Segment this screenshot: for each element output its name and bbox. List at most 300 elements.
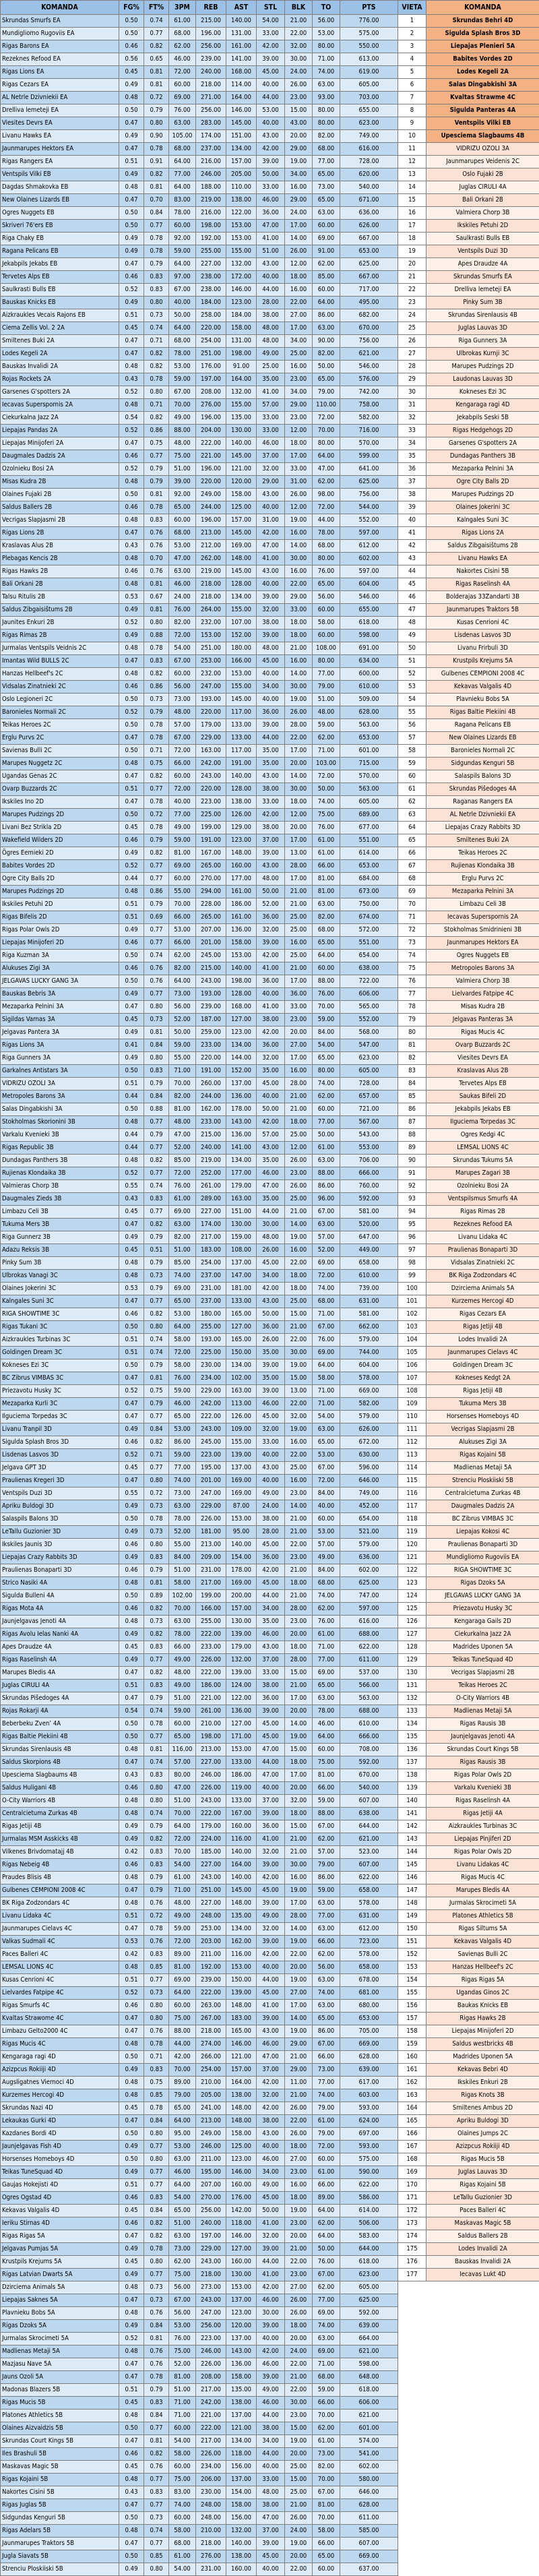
stat-cell[interactable]: 49.00 (169, 1680, 196, 1692)
stat-cell[interactable]: 67.00 (313, 1321, 340, 1334)
ranking-team-cell[interactable]: Hanzas Hellbeef's 2C (426, 1961, 539, 1974)
stat-cell[interactable]: 64.00 (313, 1359, 340, 1372)
stat-cell[interactable]: 60.00 (169, 668, 196, 681)
place-cell[interactable]: 42 (398, 540, 426, 553)
stat-cell[interactable]: 137.00 (226, 1257, 257, 1270)
ranking-team-cell[interactable]: Rigas Kojaini 5B (426, 2179, 539, 2192)
stat-cell[interactable]: 0.48 (119, 578, 144, 591)
stat-cell[interactable]: 146.00 (226, 2230, 257, 2243)
stat-cell[interactable]: 0.42 (119, 1949, 144, 1961)
place-cell[interactable]: 120 (398, 1539, 426, 1552)
stat-cell[interactable]: 34.00 (257, 1603, 285, 1616)
ranking-team-cell[interactable]: LEMSAL LIONS 4C (426, 1142, 539, 1155)
stat-cell[interactable]: 191.00 (196, 1065, 226, 1078)
stat-cell[interactable]: 39.00 (257, 719, 285, 732)
stat-cell[interactable]: 211.00 (196, 1949, 226, 1961)
stat-cell[interactable]: 124.00 (226, 1680, 257, 1692)
stat-cell[interactable]: 75.00 (169, 2474, 196, 2486)
stat-cell[interactable]: 18.00 (285, 2192, 313, 2205)
stat-cell[interactable]: 592.00 (340, 1756, 398, 1769)
stat-cell[interactable]: 294.00 (196, 886, 226, 898)
team-name-cell[interactable]: Ogre City Balls 2D (1, 873, 119, 886)
stat-cell[interactable]: 16.00 (285, 565, 313, 578)
stat-cell[interactable]: 44.00 (169, 2038, 196, 2051)
ranking-team-cell[interactable]: Liepajas Crazy Rabbits 3D (426, 822, 539, 834)
stat-cell[interactable]: 262.00 (196, 553, 226, 565)
stat-cell[interactable]: 198.00 (196, 1731, 226, 1744)
stat-cell[interactable]: 0.77 (144, 2499, 169, 2512)
stat-cell[interactable]: 28.00 (285, 1078, 313, 1091)
stat-cell[interactable]: 270.00 (196, 873, 226, 886)
stat-cell[interactable]: 32.00 (257, 1923, 285, 1936)
stat-cell[interactable]: 30.00 (285, 1859, 313, 1872)
stat-cell[interactable]: 19.00 (285, 694, 313, 706)
stat-cell[interactable]: 60.00 (169, 2000, 196, 2013)
stat-cell[interactable]: 0.50 (119, 719, 144, 732)
stat-cell[interactable]: 46.00 (257, 2153, 285, 2166)
stat-cell[interactable]: 0.46 (119, 501, 144, 514)
stat-cell[interactable]: 79.00 (313, 1859, 340, 1872)
stat-cell[interactable]: 0.51 (119, 1974, 144, 1987)
stat-cell[interactable]: 63.00 (313, 1923, 340, 1936)
stat-cell[interactable]: 0.50 (119, 975, 144, 988)
stat-cell[interactable]: 0.77 (144, 1167, 169, 1180)
team-name-cell[interactable]: Dundagas Panthers 3B (1, 1155, 119, 1167)
stat-cell[interactable]: 57.00 (257, 399, 285, 412)
stat-cell[interactable]: 47.00 (169, 1129, 196, 1142)
place-cell[interactable]: 95 (398, 1219, 426, 1231)
stat-cell[interactable]: 0.47 (119, 2371, 144, 2384)
ranking-team-cell[interactable]: Strenciu Ploskiiski 5B (426, 1475, 539, 1488)
stat-cell[interactable]: 253.00 (196, 1923, 226, 1936)
stat-cell[interactable]: 130.00 (226, 425, 257, 437)
stat-cell[interactable]: 16.00 (285, 1475, 313, 1488)
stat-cell[interactable]: 73.00 (169, 988, 196, 1001)
stat-cell[interactable]: 239.00 (196, 53, 226, 66)
place-cell[interactable]: 56 (398, 719, 426, 732)
stat-cell[interactable]: 14.00 (285, 668, 313, 681)
stat-cell[interactable]: 91.00 (226, 361, 257, 373)
stat-cell[interactable]: 210.00 (196, 1718, 226, 1731)
header-pts[interactable]: PTS (340, 1, 398, 15)
stat-cell[interactable]: 0.85 (144, 1961, 169, 1974)
stat-cell[interactable]: 21.00 (285, 1564, 313, 1577)
stat-cell[interactable]: 63.00 (169, 1500, 196, 1513)
stat-cell[interactable]: 82.00 (169, 1231, 196, 1244)
place-cell[interactable]: 170 (398, 2179, 426, 2192)
stat-cell[interactable]: 39.00 (257, 1936, 285, 1949)
stat-cell[interactable]: 0.88 (144, 630, 169, 642)
stat-cell[interactable]: 66.00 (313, 2179, 340, 2192)
place-cell[interactable]: 59 (398, 758, 426, 770)
place-cell[interactable]: 13 (398, 168, 426, 181)
stat-cell[interactable]: 68.00 (313, 2371, 340, 2384)
stat-cell[interactable]: 60.00 (313, 220, 340, 233)
ranking-team-cell[interactable]: Maskavas Magic 5B (426, 2217, 539, 2230)
stat-cell[interactable]: 38.00 (257, 1014, 285, 1026)
stat-cell[interactable]: 607.00 (340, 1795, 398, 1808)
team-name-cell[interactable]: Jurmalas Skrocimeti 5A (1, 2333, 119, 2345)
stat-cell[interactable]: 0.84 (144, 2115, 169, 2128)
stat-cell[interactable]: 72.00 (169, 630, 196, 642)
stat-cell[interactable]: 597.00 (340, 565, 398, 578)
ranking-team-cell[interactable]: Juglas CIRULI 4A (426, 181, 539, 194)
ranking-team-cell[interactable]: Rujienas Klondaika 3B (426, 860, 539, 873)
stat-cell[interactable]: 551.00 (340, 834, 398, 847)
stat-cell[interactable]: 57.00 (257, 1129, 285, 1142)
ranking-team-cell[interactable]: Dzirciema Animals 5A (426, 1283, 539, 1295)
team-name-cell[interactable]: Saldus Ballers 2B (1, 501, 119, 514)
team-name-cell[interactable]: Praudes Blisis 4B (1, 1872, 119, 1884)
stat-cell[interactable]: 14.00 (285, 770, 313, 783)
stat-cell[interactable]: 605.00 (340, 1065, 398, 1078)
stat-cell[interactable]: 54.00 (169, 2435, 196, 2448)
team-name-cell[interactable]: Horsenses Homeboys 4D (1, 2153, 119, 2166)
place-cell[interactable]: 110 (398, 1411, 426, 1423)
stat-cell[interactable]: 32.00 (257, 2089, 285, 2102)
stat-cell[interactable]: 35.00 (257, 1193, 285, 1206)
ranking-team-cell[interactable]: Ozolnieku Bosi 2A (426, 1180, 539, 1193)
team-name-cell[interactable]: Vecrigas Slapjasmi 2B (1, 514, 119, 527)
stat-cell[interactable]: 222.00 (196, 1808, 226, 1820)
stat-cell[interactable]: 604.00 (340, 578, 398, 591)
stat-cell[interactable]: 219.00 (196, 565, 226, 578)
ranking-team-cell[interactable]: Apriku Buldogi 3D (426, 2115, 539, 2128)
stat-cell[interactable]: 51.00 (169, 2217, 196, 2230)
stat-cell[interactable]: 35.00 (257, 1347, 285, 1359)
stat-cell[interactable]: 0.48 (119, 1155, 144, 1167)
stat-cell[interactable]: 0.49 (119, 1552, 144, 1564)
stat-cell[interactable]: 58.00 (313, 2525, 340, 2538)
stat-cell[interactable]: 67.00 (169, 2294, 196, 2307)
stat-cell[interactable]: 540.00 (340, 1782, 398, 1795)
place-cell[interactable]: 158 (398, 2025, 426, 2038)
ranking-team-cell[interactable]: Sigulda Panteras 4A (426, 104, 539, 117)
ranking-team-cell[interactable]: Vidsalas Zinatnieki 2C (426, 1257, 539, 1270)
stat-cell[interactable]: 84.00 (169, 1552, 196, 1564)
stat-cell[interactable]: 226.00 (196, 1513, 226, 1526)
ranking-team-cell[interactable]: Ikskiles Petuhi 2D (426, 220, 539, 233)
place-cell[interactable]: 147 (398, 1884, 426, 1897)
stat-cell[interactable]: 72.00 (313, 501, 340, 514)
ranking-team-cell[interactable]: Juglas Lauvas 3D (426, 322, 539, 335)
ranking-team-cell[interactable]: Teikas Heroes 2C (426, 1680, 539, 1692)
stat-cell[interactable]: 166.00 (196, 1603, 226, 1616)
stat-cell[interactable]: 79.00 (313, 2102, 340, 2115)
team-name-cell[interactable]: Rigas Mucis 4C (1, 2038, 119, 2051)
stat-cell[interactable]: 125.00 (226, 2141, 257, 2153)
stat-cell[interactable]: 219.00 (196, 194, 226, 207)
stat-cell[interactable]: 0.71 (144, 745, 169, 758)
stat-cell[interactable]: 139.00 (226, 1628, 257, 1641)
team-name-cell[interactable]: Viesites Devrs EA (1, 117, 119, 130)
stat-cell[interactable]: 49.00 (257, 2179, 285, 2192)
stat-cell[interactable]: 163.00 (226, 1193, 257, 1206)
stat-cell[interactable]: 42.00 (257, 1116, 285, 1129)
stat-cell[interactable]: 60.00 (169, 220, 196, 233)
ranking-team-cell[interactable]: Teikas Heroes 2C (426, 847, 539, 860)
stat-cell[interactable]: 0.80 (144, 386, 169, 399)
team-name-cell[interactable]: Alukuses Zigi 3A (1, 962, 119, 975)
stat-cell[interactable]: 66.00 (313, 2051, 340, 2064)
place-cell[interactable]: 49 (398, 630, 426, 642)
stat-cell[interactable]: 21.00 (285, 2371, 313, 2384)
team-name-cell[interactable]: Kengaraga ragi 4D (1, 2051, 119, 2064)
stat-cell[interactable]: 0.46 (119, 40, 144, 53)
stat-cell[interactable]: 229.00 (196, 1500, 226, 1513)
stat-cell[interactable]: 0.82 (144, 2217, 169, 2230)
stat-cell[interactable]: 138.00 (226, 2089, 257, 2102)
stat-cell[interactable]: 54.00 (169, 1859, 196, 1872)
stat-cell[interactable]: 0.47 (119, 2358, 144, 2371)
ranking-team-cell[interactable]: Madlienas Metaji 5A (426, 1462, 539, 1475)
stat-cell[interactable]: 118.00 (226, 2448, 257, 2461)
stat-cell[interactable]: 0.79 (144, 476, 169, 489)
stat-cell[interactable]: 655.00 (340, 104, 398, 117)
place-cell[interactable]: 23 (398, 297, 426, 309)
stat-cell[interactable]: 0.80 (144, 1052, 169, 1065)
place-cell[interactable]: 126 (398, 1616, 426, 1628)
stat-cell[interactable]: 0.80 (144, 1795, 169, 1808)
stat-cell[interactable]: 0.80 (144, 1321, 169, 1334)
stat-cell[interactable]: 677.00 (340, 822, 398, 834)
stat-cell[interactable]: 203.00 (196, 1936, 226, 1949)
stat-cell[interactable]: 218.00 (196, 578, 226, 591)
ranking-team-cell[interactable]: Jaunmarupes Traktors 5B (426, 604, 539, 617)
stat-cell[interactable]: 625.00 (340, 2294, 398, 2307)
stat-cell[interactable]: 86.00 (313, 309, 340, 322)
stat-cell[interactable]: 0.86 (144, 681, 169, 694)
stat-cell[interactable]: 41.00 (257, 2269, 285, 2281)
place-cell[interactable]: 152 (398, 1949, 426, 1961)
stat-cell[interactable]: 132.00 (226, 258, 257, 271)
place-cell[interactable]: 7 (398, 92, 426, 104)
stat-cell[interactable]: 0.85 (144, 2089, 169, 2102)
place-cell[interactable]: 165 (398, 2115, 426, 2128)
stat-cell[interactable]: 68.00 (169, 28, 196, 40)
stat-cell[interactable]: 0.83 (144, 1193, 169, 1206)
stat-cell[interactable]: 42.00 (257, 1872, 285, 1884)
stat-cell[interactable]: 0.54 (119, 412, 144, 425)
stat-cell[interactable]: 15.00 (285, 1744, 313, 1756)
stat-cell[interactable]: 0.73 (144, 2294, 169, 2307)
stat-cell[interactable]: 605.00 (340, 796, 398, 809)
team-name-cell[interactable]: Dzirciema Animals 5A (1, 2281, 119, 2294)
stat-cell[interactable]: 0.82 (144, 668, 169, 681)
ranking-team-cell[interactable]: Valmiera Chorp 3B (426, 207, 539, 220)
place-cell[interactable]: 149 (398, 1910, 426, 1923)
ranking-team-cell[interactable]: Madrides Uponen 5A (426, 2051, 539, 2064)
team-name-cell[interactable]: Tukuma Mers 3B (1, 1219, 119, 1231)
stat-cell[interactable]: 143.00 (226, 2345, 257, 2358)
team-name-cell[interactable]: Rigas Smurfs 4C (1, 2000, 119, 2013)
place-cell[interactable]: 176 (398, 2256, 426, 2269)
stat-cell[interactable]: 123.00 (226, 834, 257, 847)
stat-cell[interactable]: 98.00 (313, 489, 340, 501)
stat-cell[interactable]: 0.70 (144, 553, 169, 565)
stat-cell[interactable]: 157.00 (226, 156, 257, 168)
stat-cell[interactable]: 41.00 (257, 1833, 285, 1846)
stat-cell[interactable]: 0.45 (119, 1641, 144, 1654)
stat-cell[interactable]: 0.78 (144, 501, 169, 514)
stat-cell[interactable]: 0.50 (119, 1103, 144, 1116)
stat-cell[interactable]: 43.00 (257, 1641, 285, 1654)
stat-cell[interactable]: 270.00 (196, 2192, 226, 2205)
stat-cell[interactable]: 39.00 (257, 1359, 285, 1372)
stat-cell[interactable]: 0.48 (119, 1257, 144, 1270)
stat-cell[interactable]: 49.00 (169, 412, 196, 425)
ranking-team-cell[interactable]: Rigas Raselinsh 4A (426, 1795, 539, 1808)
stat-cell[interactable]: 68.00 (313, 540, 340, 553)
stat-cell[interactable]: 34.00 (285, 386, 313, 399)
stat-cell[interactable]: 574.00 (340, 2435, 398, 2448)
stat-cell[interactable]: 0.82 (144, 1155, 169, 1167)
stat-cell[interactable]: 0.50 (119, 950, 144, 962)
team-name-cell[interactable]: Sigildas Varnas 3A (1, 1014, 119, 1026)
stat-cell[interactable]: 0.50 (119, 2051, 144, 2064)
stat-cell[interactable]: 45.00 (257, 1731, 285, 1744)
place-cell[interactable]: 79 (398, 1014, 426, 1026)
header-blk[interactable]: BLK (285, 1, 313, 15)
stat-cell[interactable]: 495.00 (340, 297, 398, 309)
stat-cell[interactable]: 33.00 (285, 604, 313, 617)
team-name-cell[interactable]: Liepajas Minijoferi 2A (1, 437, 119, 450)
stat-cell[interactable]: 186.00 (226, 898, 257, 911)
stat-cell[interactable]: 47.00 (257, 220, 285, 233)
stat-cell[interactable]: 631.00 (340, 1295, 398, 1308)
stat-cell[interactable]: 0.71 (144, 2051, 169, 2064)
stat-cell[interactable]: 0.84 (144, 2410, 169, 2422)
stat-cell[interactable]: 0.48 (119, 758, 144, 770)
stat-cell[interactable]: 0.82 (144, 1436, 169, 1449)
stat-cell[interactable]: 0.51 (119, 2384, 144, 2397)
stat-cell[interactable]: 249.00 (196, 489, 226, 501)
stat-cell[interactable]: 77.00 (313, 1654, 340, 1667)
place-cell[interactable]: 11 (398, 143, 426, 156)
stat-cell[interactable]: 0.48 (119, 476, 144, 489)
stat-cell[interactable]: 34.00 (285, 168, 313, 181)
ranking-team-cell[interactable]: New Olaines Lizards EB (426, 732, 539, 745)
stat-cell[interactable]: 191.00 (196, 834, 226, 847)
stat-cell[interactable]: 127.00 (226, 1321, 257, 1334)
place-cell[interactable]: 108 (398, 1385, 426, 1398)
team-name-cell[interactable]: Ikskiles Jaunis 3D (1, 1539, 119, 1552)
stat-cell[interactable]: 39.00 (257, 1859, 285, 1872)
stat-cell[interactable]: 72.00 (313, 1475, 340, 1488)
stat-cell[interactable]: 0.49 (119, 1820, 144, 1833)
team-name-cell[interactable]: Kvaltas Strawome 4C (1, 2013, 119, 2025)
team-name-cell[interactable]: Pinky Sum 3B (1, 1257, 119, 1270)
place-cell[interactable]: 77 (398, 988, 426, 1001)
stat-cell[interactable]: 74.00 (313, 2320, 340, 2333)
stat-cell[interactable]: 23.00 (285, 92, 313, 104)
stat-cell[interactable]: 0.80 (144, 2000, 169, 2013)
stat-cell[interactable]: 265.00 (196, 911, 226, 924)
stat-cell[interactable]: 40.00 (169, 796, 196, 809)
stat-cell[interactable]: 22.00 (285, 1398, 313, 1411)
stat-cell[interactable]: 32.00 (285, 1795, 313, 1808)
stat-cell[interactable]: 201.00 (196, 937, 226, 950)
stat-cell[interactable]: 35.00 (257, 745, 285, 758)
stat-cell[interactable]: 123.00 (226, 297, 257, 309)
team-name-cell[interactable]: Skrundas Court Kings 5B (1, 2435, 119, 2448)
stat-cell[interactable]: 59.00 (169, 245, 196, 258)
stat-cell[interactable]: 0.89 (144, 1590, 169, 1603)
stat-cell[interactable]: 621.00 (340, 2410, 398, 2422)
team-name-cell[interactable]: Imantas Wild BULLS 2C (1, 655, 119, 668)
stat-cell[interactable]: 552.00 (340, 514, 398, 527)
stat-cell[interactable]: 0.47 (119, 2435, 144, 2448)
stat-cell[interactable]: 150.00 (226, 1347, 257, 1359)
stat-cell[interactable]: 81.00 (169, 2371, 196, 2384)
stat-cell[interactable]: 227.00 (196, 1897, 226, 1910)
stat-cell[interactable]: 49.00 (169, 1654, 196, 1667)
stat-cell[interactable]: 132.00 (226, 386, 257, 399)
stat-cell[interactable]: 72.00 (169, 745, 196, 758)
stat-cell[interactable]: 71.00 (313, 745, 340, 758)
stat-cell[interactable]: 26.00 (285, 2128, 313, 2141)
stat-cell[interactable]: 21.00 (285, 1103, 313, 1116)
stat-cell[interactable]: 0.47 (119, 1923, 144, 1936)
stat-cell[interactable]: 255.00 (196, 1321, 226, 1334)
stat-cell[interactable]: 50.00 (313, 1129, 340, 1142)
stat-cell[interactable]: 0.44 (119, 1129, 144, 1142)
stat-cell[interactable]: 0.76 (144, 565, 169, 578)
stat-cell[interactable]: 0.49 (119, 1052, 144, 1065)
stat-cell[interactable]: 76.00 (313, 1334, 340, 1347)
stat-cell[interactable]: 611.00 (340, 2512, 398, 2525)
stat-cell[interactable]: 72.00 (313, 770, 340, 783)
stat-cell[interactable]: 24.00 (285, 66, 313, 79)
stat-cell[interactable]: 44.00 (257, 2448, 285, 2461)
stat-cell[interactable]: 168.00 (226, 66, 257, 79)
stat-cell[interactable]: 107.00 (226, 617, 257, 630)
stat-cell[interactable]: 178.00 (226, 1103, 257, 1116)
stat-cell[interactable]: 26.00 (285, 2307, 313, 2320)
stat-cell[interactable]: 136.00 (226, 1705, 257, 1718)
stat-cell[interactable]: 0.78 (144, 822, 169, 834)
stat-cell[interactable]: 23.00 (285, 1014, 313, 1026)
stat-cell[interactable]: 240.00 (196, 2217, 226, 2230)
stat-cell[interactable]: 56.00 (169, 1001, 196, 1014)
stat-cell[interactable]: 48.00 (169, 1667, 196, 1680)
team-name-cell[interactable]: Limbazu Celi 3B (1, 1206, 119, 1219)
stat-cell[interactable]: 34.00 (257, 2166, 285, 2179)
stat-cell[interactable]: 21.00 (285, 1321, 313, 1334)
stat-cell[interactable]: 62.00 (169, 40, 196, 53)
ranking-team-cell[interactable]: Skrundas Behri 4D (426, 15, 539, 28)
stat-cell[interactable]: 78.00 (313, 527, 340, 540)
stat-cell[interactable]: 160.00 (226, 2563, 257, 2576)
ranking-team-cell[interactable]: Smiltenes Buki 2A (426, 834, 539, 847)
stat-cell[interactable]: 0.80 (144, 1001, 169, 1014)
stat-cell[interactable]: 537.00 (340, 1667, 398, 1680)
stat-cell[interactable]: 35.00 (257, 1065, 285, 1078)
place-cell[interactable]: 15 (398, 194, 426, 207)
place-cell[interactable]: 46 (398, 591, 426, 604)
stat-cell[interactable]: 65.00 (313, 937, 340, 950)
stat-cell[interactable]: 223.00 (196, 796, 226, 809)
stat-cell[interactable]: 64.00 (169, 181, 196, 194)
stat-cell[interactable]: 23.00 (285, 1552, 313, 1564)
stat-cell[interactable]: 607.00 (340, 1859, 398, 1872)
stat-cell[interactable]: 41.00 (257, 2000, 285, 2013)
stat-cell[interactable]: 136.00 (226, 1091, 257, 1103)
stat-cell[interactable]: 72.00 (313, 1270, 340, 1283)
place-cell[interactable]: 29 (398, 373, 426, 386)
stat-cell[interactable]: 63.00 (169, 565, 196, 578)
stat-cell[interactable]: 33.00 (285, 1001, 313, 1014)
